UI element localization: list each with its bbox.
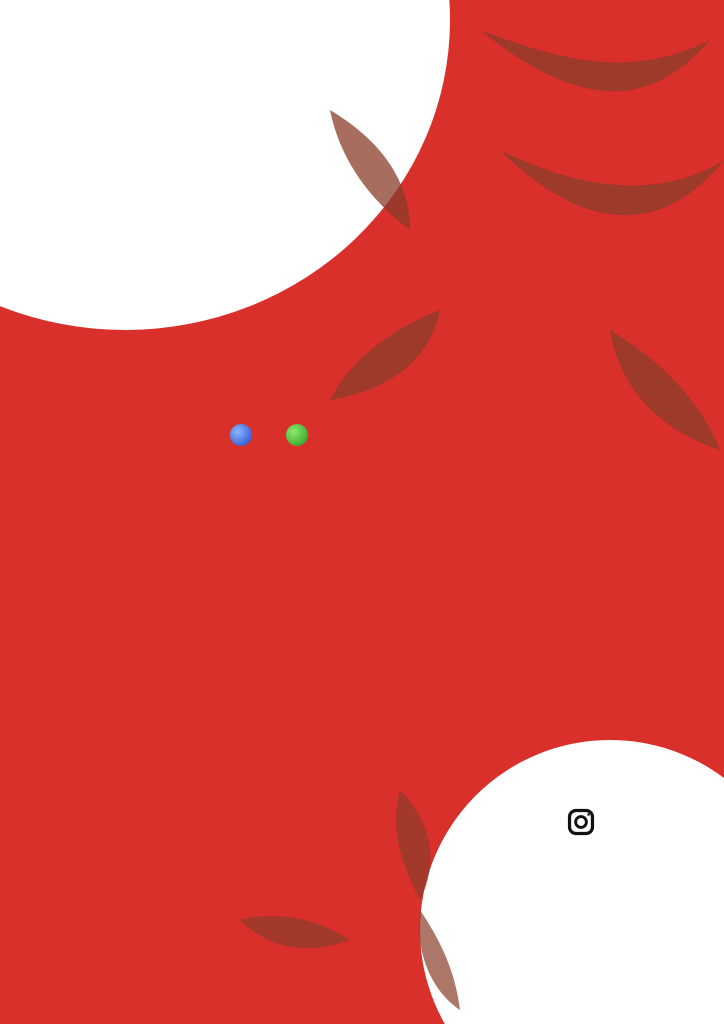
flower-illustration-top [330, 0, 724, 470]
green-dot-icon [286, 424, 308, 446]
legend-day4 [230, 424, 256, 446]
instagram-qr-code[interactable] [529, 770, 633, 874]
day-legend [230, 424, 342, 446]
flower-illustration-bottom [240, 790, 460, 1020]
blue-dot-icon [230, 424, 252, 446]
legend-day5 [286, 424, 312, 446]
